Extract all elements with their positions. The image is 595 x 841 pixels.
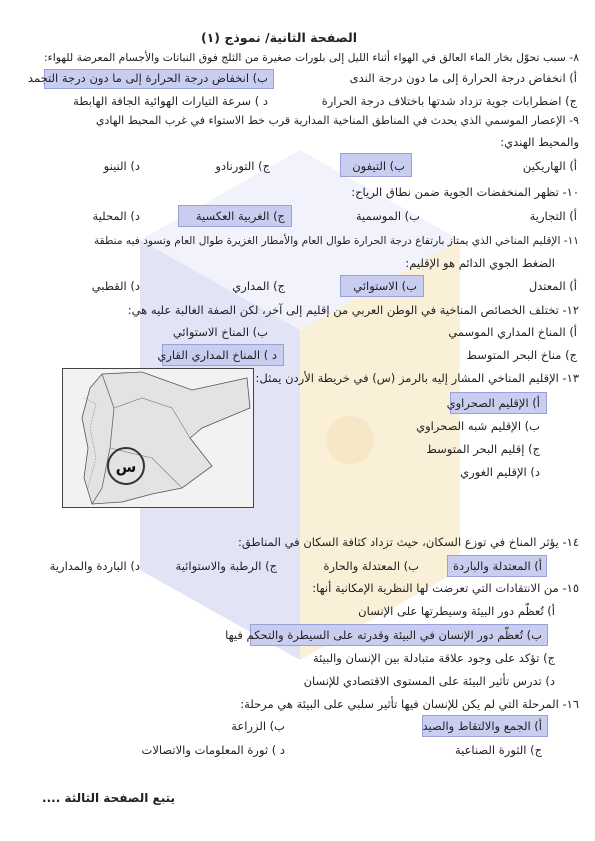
q15-option-d: د) تدرس تأثير البيئة على المستوى الاقتصادي للإنسان xyxy=(303,674,555,688)
q15-option-a: أ) تُعظّم دور البيئة وسيطرتها على الإنسان xyxy=(358,604,555,618)
q15-option-b: ب) تُعظّم دور الإنسان في البيئة وقدرته على السيطرة والتحكم فيها xyxy=(225,628,542,642)
q9-stem-line1: ٩- الإعصار الموسمي الذي يحدث في المناطق المناخية المدارية قرب خط الاستواء في غرب المحيط الهادي xyxy=(95,114,579,127)
q14-option-d: د) الباردة والمدارية xyxy=(49,559,140,573)
q8-option-a: أ) انخفاض درجة الحرارة إلى ما دون درجة الندى xyxy=(349,71,577,85)
q8-stem: ٨- سبب تحوّل بخار الماء العالق في الهواء أثناء الليل إلى بلورات صغيرة من الثلج فوق النباتات والأجسام المعرضة للهواء: xyxy=(44,51,579,64)
q11-option-b: ب) الاستوائي xyxy=(353,279,417,293)
q13-option-a: أ) الإقليم الصحراوي xyxy=(446,396,540,410)
jordan-map xyxy=(62,368,254,508)
q13-option-c: ج) إقليم البحر المتوسط xyxy=(426,442,540,456)
q8-option-d: د ) سرعة التيارات الهوائية الجافة الهابطة xyxy=(73,94,268,108)
page-title: الصفحة الثانية/ نموذج (١) xyxy=(200,30,357,45)
q9-option-d: د) النينو xyxy=(103,159,140,173)
q15-option-c: ج) تؤكد على وجود علاقة متبادلة بين الإنسان والبيئة xyxy=(313,651,555,665)
q10-option-d: د) المحلية xyxy=(92,209,140,223)
q9-option-b: ب) التيفون xyxy=(352,159,405,173)
q15-stem: ١٥- من الانتقادات التي تعرضت لها النظرية الإمكانية أنها: xyxy=(312,581,579,595)
q16-option-b: ب) الزراعة xyxy=(231,719,285,733)
q9-option-a: أ) الهاريكين xyxy=(522,159,577,173)
q11-option-d: د) القطبي xyxy=(91,279,140,293)
q12-option-c: ج) مناخ البحر المتوسط xyxy=(466,348,577,362)
map-region-label: س xyxy=(115,458,137,476)
q10-option-c: ج) الغربية العكسية xyxy=(195,209,285,223)
q13-option-d: د) الإقليم الغوري xyxy=(460,465,540,479)
q12-option-b: ب) المناخ الاستوائي xyxy=(172,325,268,339)
q8-option-c: ج) اضطرابات جوية تزداد شدتها باختلاف درجة الحرارة xyxy=(321,94,577,108)
q8-option-b: ب) انخفاض درجة الحرارة إلى ما دون درجة التجمد xyxy=(27,71,268,85)
q14-option-b: ب) المعتدلة والحارة xyxy=(323,559,419,573)
q11-stem-line1: ١١- الإقليم المناخي الذي يمتاز بارتفاع درجة الحرارة طوال العام والأمطار الغزيرة طوال العام وتسود فيه منطقة xyxy=(93,235,579,247)
q13-option-b: ب) الإقليم شبه الصحراوي xyxy=(416,419,540,433)
q16-option-a: أ) الجمع والالتقاط والصيد xyxy=(422,719,542,733)
q9-stem-line2: والمحيط الهندي: xyxy=(500,135,579,149)
q16-option-d: د ) ثورة المعلومات والاتصالات xyxy=(141,743,285,757)
continue-note: يتبع الصفحة الثالثة .... xyxy=(42,791,175,805)
q16-option-c: ج) الثورة الصناعية xyxy=(454,743,542,757)
q14-option-a: أ) المعتدلة والباردة xyxy=(453,559,542,573)
q12-option-a: أ) المناخ المداري الموسمي xyxy=(448,325,577,339)
q12-stem: ١٢- تختلف الخصائص المناخية في الوطن العربي من إقليم إلى آخر، لكن الصفة الغالبة عليه هي: xyxy=(127,303,579,317)
q13-stem: ١٣- الإقليم المناخي المشار إليه بالرمز (س) في خريطة الأردن يمثل: xyxy=(255,371,579,385)
q10-option-b: ب) الموسمية xyxy=(355,209,420,223)
q10-option-a: أ) التجارية xyxy=(529,209,577,223)
q14-stem: ١٤- يؤثر المناخ في توزع السكان، حيث تزداد كثافة السكان في المناطق: xyxy=(237,535,579,549)
q10-stem: ١٠- تظهر المنخفضات الجوية ضمن نطاق الرياح: xyxy=(351,185,579,199)
q11-option-c: ج) المداري xyxy=(232,279,285,293)
q12-option-d: د ) المناخ المداري القاري xyxy=(157,348,277,362)
q16-stem: ١٦- المرحلة التي لم يكن للإنسان فيها تأثير سلبي على البيئة هي مرحلة: xyxy=(240,697,579,711)
q11-option-a: أ) المعتدل xyxy=(528,279,577,293)
q14-option-c: ج) الرطبة والاستوائية xyxy=(175,559,277,573)
q9-option-c: ج) التورنادو xyxy=(215,159,270,173)
q11-stem-line2: الضغط الجوي الدائم هو الإقليم: xyxy=(405,256,555,270)
